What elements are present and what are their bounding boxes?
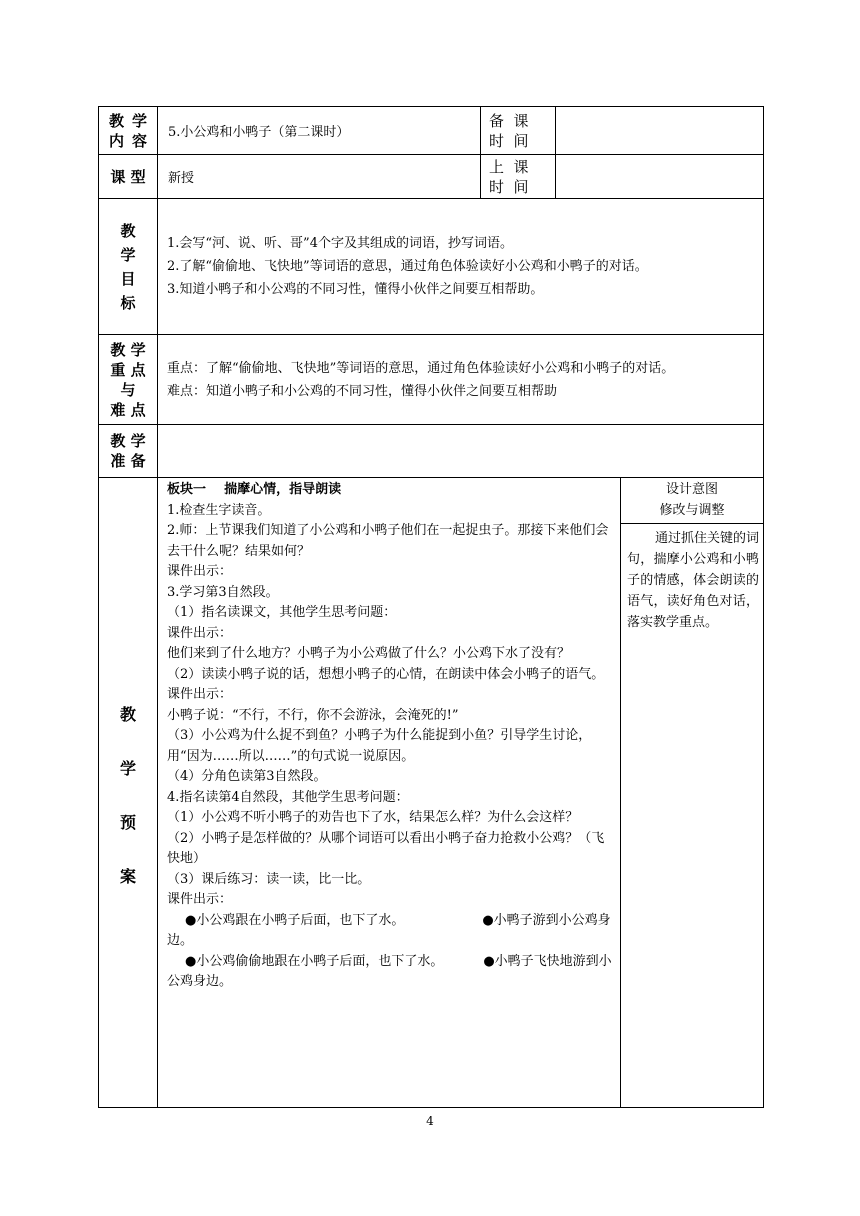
goals-content bbox=[158, 199, 764, 335]
goal-item: 2.了解“偷偷地、飞快地”等词语的意思，通过角色体验读好小公鸡和小鸭子的对话。 bbox=[167, 259, 648, 274]
design-notes-text: 通过抓住关键的词句，揣摩小公鸡和小鸭子的情感，体会朗读的语气，读好角色对话，落实教学重点。 bbox=[627, 531, 760, 630]
key-points-label bbox=[99, 335, 158, 425]
plan-label-char: 学 bbox=[119, 758, 136, 778]
design-intent-label: 设计意图 bbox=[665, 482, 718, 497]
plan-label bbox=[99, 478, 158, 1108]
content-label bbox=[99, 107, 158, 155]
plan-line: （3）小公鸡为什么捉不到鱼？小鸭子为什么能捉到小鱼？引导学生讨论，用“因为……所以……”的句式说一说原因。 bbox=[167, 728, 592, 764]
compare-line-1 bbox=[167, 911, 614, 952]
plan-line: （4）分角色读第3自然段。 bbox=[167, 769, 327, 784]
preparation-row bbox=[99, 425, 764, 478]
key-points-content bbox=[158, 335, 764, 425]
key-points-label-line: 与 bbox=[120, 380, 136, 399]
plan-line: 他们来到了什么地方？小鸭子为小公鸡做了什么？小公鸡下水了没有？ bbox=[167, 646, 571, 661]
plan-row bbox=[99, 478, 764, 1108]
key-points-label-line: 重 点 bbox=[110, 360, 146, 379]
design-notes-header bbox=[621, 478, 763, 524]
difficult-point-text: 难点：知道小鸭子和小公鸡的不同习性，懂得小伙伴之间要互相帮助 bbox=[167, 383, 558, 399]
content-row bbox=[99, 107, 764, 155]
plan-line: 课件出示： bbox=[167, 564, 233, 579]
key-points-row bbox=[99, 335, 764, 425]
plan-line: （1）指名读课文，其他学生思考问题： bbox=[167, 605, 397, 620]
key-points-label-line: 教 学 bbox=[110, 340, 146, 359]
page-number: 4 bbox=[426, 1114, 434, 1128]
plan-line: （2）小鸭子是怎样做的？从哪个词语可以看出小鸭子奋力抢救小公鸡？（飞快地） bbox=[167, 830, 605, 866]
plan-label-char: 教 bbox=[119, 704, 136, 724]
compare-line-2 bbox=[167, 952, 614, 993]
plan-line: 课件出示： bbox=[167, 625, 233, 641]
goals-label-char: 学 bbox=[120, 245, 136, 264]
prep-time-label-line2: 时 间 bbox=[489, 131, 529, 150]
class-time-label-line2: 时 间 bbox=[489, 177, 529, 196]
revision-label: 修改与调整 bbox=[659, 503, 725, 518]
prep-time-value bbox=[556, 107, 764, 155]
design-notes-cell bbox=[621, 478, 764, 1108]
preparation-label bbox=[99, 425, 158, 478]
compare-sentence: ●小公鸡偷偷地跟在小鸭子后面，也下了水。 bbox=[185, 953, 444, 969]
compare-sentence: ●小鸭子飞快地游到小公鸡身边。 bbox=[167, 953, 612, 989]
design-notes-body bbox=[621, 524, 763, 633]
prep-time-label bbox=[481, 107, 556, 155]
type-value: 新授 bbox=[158, 155, 481, 199]
goals-row bbox=[99, 199, 764, 335]
goal-item: 1.会写“河、说、听、哥”4个字及其组成的词语，抄写词语。 bbox=[167, 236, 513, 251]
plan-line: 小鸭子说：“不行，不行，你不会游泳，会淹死的!” bbox=[167, 707, 459, 723]
goals-label-char: 目 bbox=[120, 269, 136, 288]
compare-sentence: ●小公鸡跟在小鸭子后面，也下了水。 bbox=[185, 912, 405, 928]
class-time-label-line1: 上 课 bbox=[489, 157, 529, 176]
plan-line: 课件出示： bbox=[167, 892, 233, 907]
plan-label-char: 预 bbox=[119, 812, 136, 832]
plan-label-char: 案 bbox=[119, 866, 136, 886]
preparation-label-line: 准 备 bbox=[110, 452, 146, 470]
goals-label-char: 标 bbox=[120, 293, 136, 312]
prep-time-label-line1: 备 课 bbox=[489, 111, 529, 130]
type-label: 课 型 bbox=[99, 155, 158, 199]
plan-line: 2.师：上节课我们知道了小公鸡和小鸭子他们在一起捉虫子。那接下来他们会去干什么呢？结果如何？ bbox=[167, 523, 609, 559]
section-title: 板块一 揣摩心情，指导朗读 bbox=[167, 482, 342, 497]
key-points-label-line: 难 点 bbox=[110, 400, 146, 419]
preparation-label-line: 教 学 bbox=[110, 432, 146, 450]
plan-line: （2）读读小鸭子说的话，想想小鸭子的心情，在朗读中体会小鸭子的语气。 bbox=[167, 666, 605, 682]
class-time-label bbox=[481, 155, 556, 199]
compare-sentence: ●小鸭子游到小公鸡身边。 bbox=[167, 912, 611, 948]
plan-line: 课件出示： bbox=[167, 687, 233, 702]
plan-line: 3.学习第3自然段。 bbox=[167, 584, 279, 600]
lesson-plan-table bbox=[98, 106, 764, 1108]
plan-content bbox=[158, 478, 621, 1108]
content-label-line2: 内 容 bbox=[109, 131, 147, 150]
plan-line: 1.检查生字读音。 bbox=[167, 502, 271, 518]
plan-line: （3）课后练习：读一读，比一比。 bbox=[167, 871, 371, 887]
content-value: 5.小公鸡和小鸭子（第二课时） bbox=[158, 107, 481, 155]
content-label-line1: 教 学 bbox=[109, 111, 147, 130]
class-time-value bbox=[556, 155, 764, 199]
plan-line: （1）小公鸡不听小鸭子的劝告也下了水，结果怎么样？为什么会这样？ bbox=[167, 810, 579, 825]
goals-label-char: 教 bbox=[120, 221, 136, 240]
type-row bbox=[99, 155, 764, 199]
key-point-text: 重点：了解“偷偷地、飞快地”等词语的意思，通过角色体验读好小公鸡和小鸭子的对话。 bbox=[167, 360, 675, 376]
goals-label bbox=[99, 199, 158, 335]
goal-item: 3.知道小鸭子和小公鸡的不同习性，懂得小伙伴之间要互相帮助。 bbox=[167, 282, 544, 297]
preparation-value bbox=[158, 425, 764, 478]
plan-line: 4.指名读第4自然段，其他学生思考问题： bbox=[167, 789, 409, 805]
